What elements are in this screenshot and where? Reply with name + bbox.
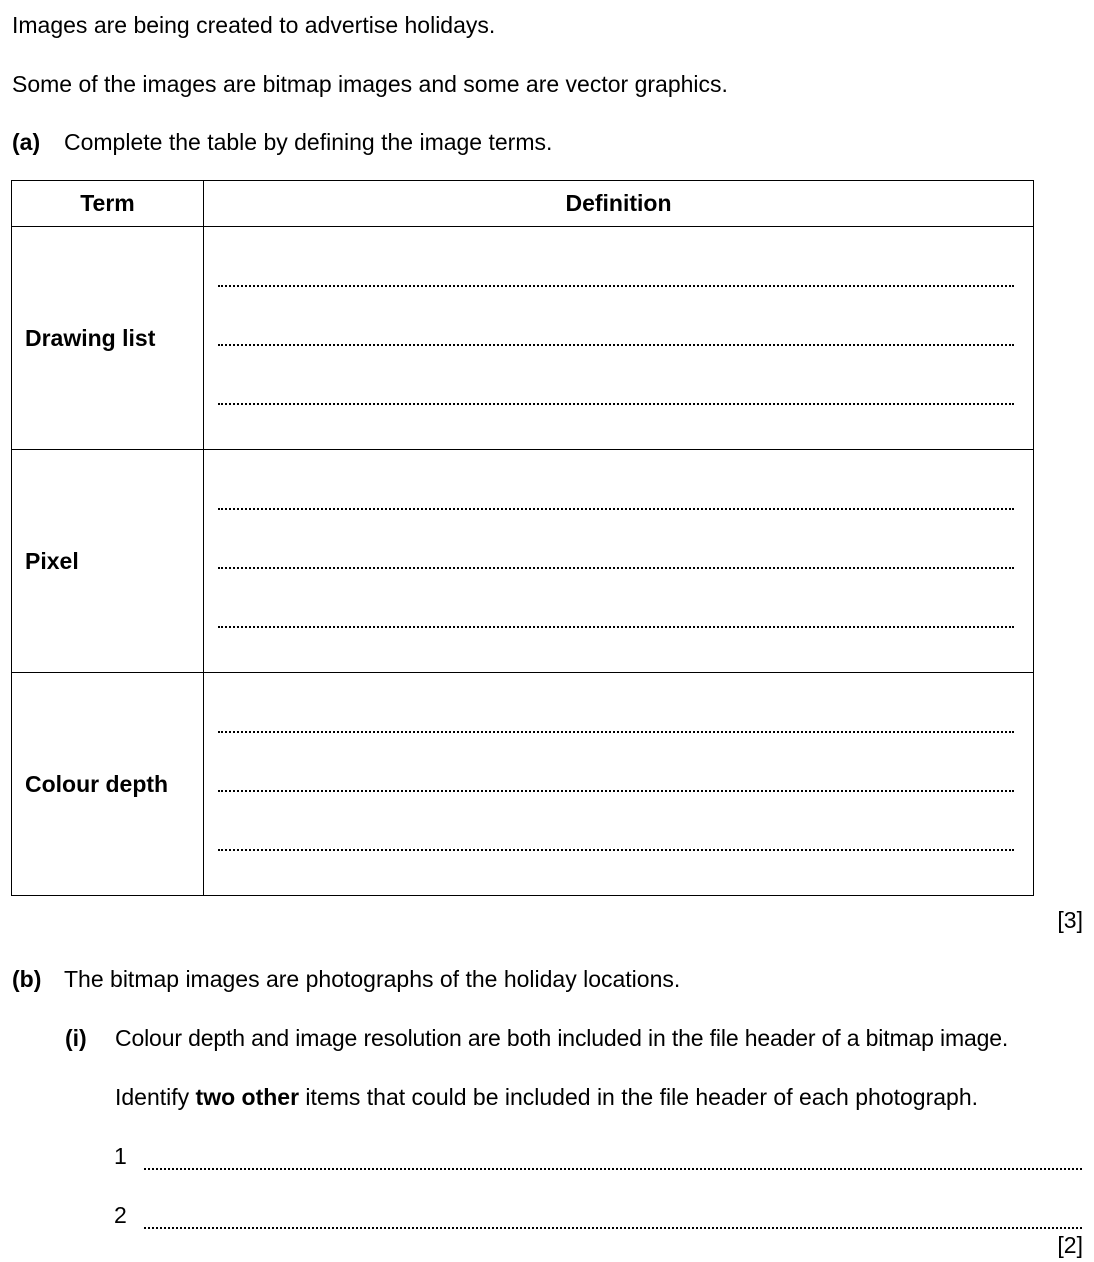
part-b-label: (b) (12, 966, 42, 992)
term-pixel: Pixel (12, 450, 204, 673)
term-colour-depth: Colour depth (12, 673, 204, 896)
prompt-emphasis: two other (195, 1084, 300, 1110)
answer-line (218, 344, 1014, 346)
part-b-i-label: (i) (65, 1025, 87, 1051)
definition-pixel[interactable] (204, 450, 1034, 673)
header-term: Term (12, 181, 204, 227)
answer-row-1[interactable] (114, 1145, 1082, 1171)
answer-line (218, 508, 1014, 510)
answer-line (218, 731, 1014, 733)
part-b-text: The bitmap images are photographs of the holiday locations. (64, 966, 681, 992)
part-b-i-prompt (115, 1086, 978, 1109)
definition-drawing-list[interactable] (204, 227, 1034, 450)
part-b-i-text: Colour depth and image resolution are both included in the file header of a bitmap image. (115, 1025, 1009, 1051)
answer-line (144, 1227, 1082, 1229)
definition-colour-depth[interactable] (204, 673, 1034, 896)
answer-number: 1 (114, 1143, 127, 1169)
answer-line (218, 403, 1014, 405)
answer-line (218, 567, 1014, 569)
answer-line (218, 790, 1014, 792)
term-drawing-list: Drawing list (12, 227, 204, 450)
answer-line (218, 285, 1014, 287)
answer-row-2[interactable] (114, 1204, 1082, 1230)
prompt-after: items that could be included in the file header of each photograph. (299, 1084, 979, 1110)
answer-line (218, 849, 1014, 851)
table-row (12, 673, 1034, 896)
intro-line-1: Images are being created to advertise holidays. (12, 12, 496, 38)
table-row (12, 227, 1034, 450)
header-definition: Definition (204, 181, 1034, 227)
answer-number: 2 (114, 1202, 127, 1228)
table-header-row (12, 181, 1034, 227)
intro-line-2: Some of the images are bitmap images and some are vector graphics. (12, 71, 728, 97)
part-a-label: (a) (12, 129, 41, 155)
prompt-before: Identify (115, 1084, 196, 1110)
part-a-instruction: Complete the table by defining the image terms. (64, 129, 553, 155)
part-b-marks: [2] (1057, 1232, 1083, 1258)
definitions-table (11, 180, 1034, 896)
answer-line (218, 626, 1014, 628)
part-a-marks: [3] (1057, 907, 1083, 933)
table-row (12, 450, 1034, 673)
answer-line (144, 1168, 1082, 1170)
